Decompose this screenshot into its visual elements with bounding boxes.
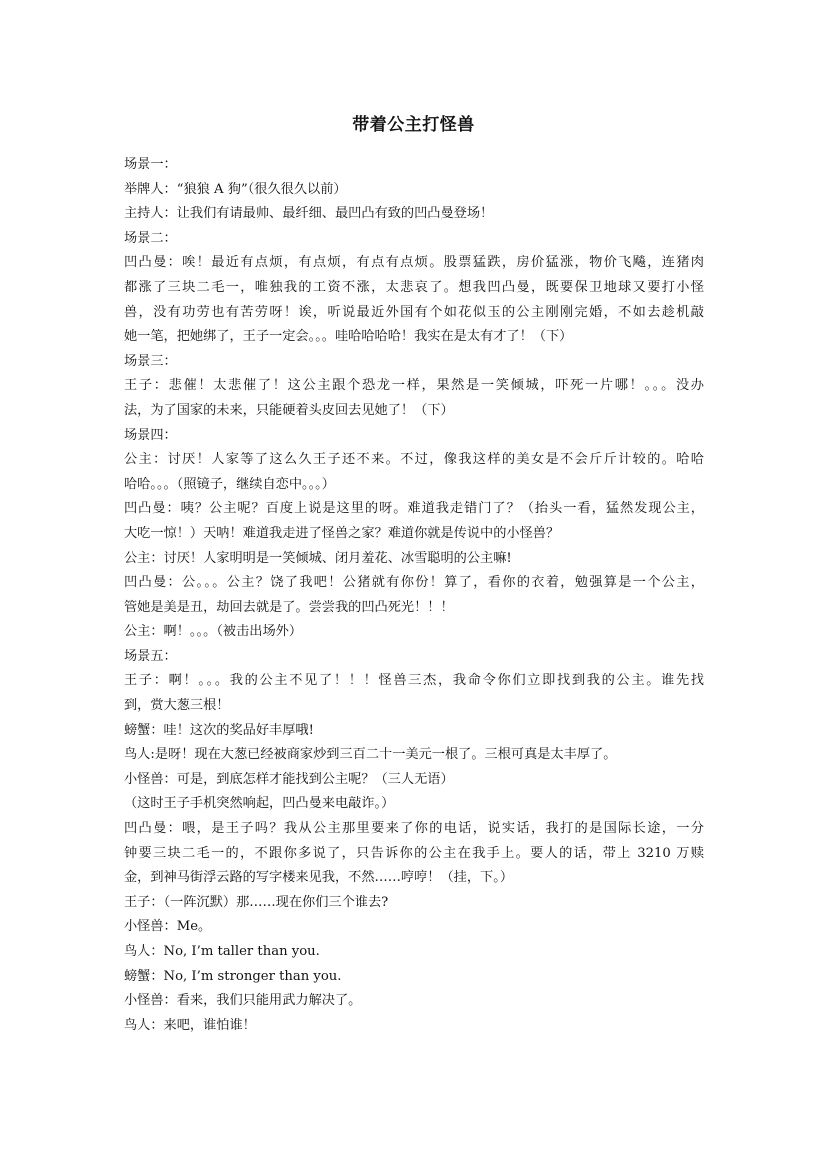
script-line: 主持人：让我们有请最帅、最纤细、最凹凸有致的凹凸曼登场！ [124, 206, 494, 222]
script-line: 公主：啊！。。。（被击出场外） [124, 624, 303, 640]
script-line: 场景四： [124, 427, 177, 443]
script-line: 金，到神马街浮云路的写字楼来见我，不然……哼哼！（挂，下。） [124, 870, 514, 886]
script-line: 哈哈。。。（照镜子，继续自恋中。。。） [124, 476, 335, 492]
script-line: 小怪兽：看来，我们只能用武力解决了。 [124, 993, 362, 1009]
script-body [124, 153, 704, 1038]
script-line: 兽，没有功劳也有苦劳呀！诶，听说最近外国有个如花似玉的公主刚刚完婚，不如去趁机敲 [124, 304, 704, 320]
script-line: 场景二： [124, 230, 177, 246]
script-line: 凹凸曼：咦？公主呢？百度上说是这里的呀。难道我走错门了？（抬头一看，猛然发现公主， [124, 501, 704, 517]
script-line: 凹凸曼：唉！最近有点烦，有点烦，有点有点烦。股票猛跌，房价猛涨，物价飞飚，连猪肉 [124, 255, 704, 271]
script-line: （这时王子手机突然响起，凹凸曼来电敲诈。） [124, 796, 395, 812]
script-line: 王子：（一阵沉默）那……现在你们三个谁去? [124, 894, 389, 910]
script-line: 公主：讨厌！人家明明是一笑倾城、闭月羞花、冰雪聪明的公主嘛! [124, 550, 512, 566]
script-line: 小怪兽：Me。 [124, 919, 212, 935]
script-line: 举牌人：“狼狼 A 狗”（很久很久以前） [124, 181, 347, 197]
script-line: 鸟人:是呀！现在大葱已经被商家炒到三百二十一美元一根了。三根可真是太丰厚了。 [124, 747, 617, 763]
script-line: 场景三： [124, 353, 177, 369]
script-line: 场景一： [124, 157, 177, 172]
script-line: 管她是美是丑，劫回去就是了。尝尝我的凹凸死光！！！ [124, 599, 454, 615]
script-line: 都涨了三块二毛一，唯独我的工资不涨，太悲哀了。想我凹凸曼，既要保卫地球又要打小怪 [124, 279, 704, 295]
script-line: 法，为了国家的未来，只能硬着头皮回去见她了！（下） [124, 402, 454, 418]
script-line: 大吃一惊！）天呐！难道我走进了怪兽之家？难道你就是传说中的小怪兽？ [124, 525, 560, 541]
script-line: 鸟人：No, I’m taller than you. [124, 944, 320, 959]
script-line: 公主：讨厌！人家等了这么久王子还不来。不过，像我这样的美女是不会斤斤计较的。哈哈 [124, 452, 704, 468]
page-title: 带着公主打怪兽 [352, 115, 475, 135]
script-line: 王子：啊！。。。我的公主不见了！！！怪兽三杰，我命令你们立即找到我的公主。谁先找 [124, 673, 704, 689]
script-line: 钟要三块二毛一的，不跟你多说了，只告诉你的公主在我手上。要人的话，带上 3210 万赎 [124, 845, 704, 861]
script-line: 小怪兽：可是，到底怎样才能找到公主呢？（三人无语） [124, 771, 454, 787]
script-line: 鸟人：来吧，谁怕谁！ [124, 1017, 256, 1033]
script-line: 凹凸曼：喂，是王子吗？我从公主那里要来了你的电话，说实话，我打的是国际长途，一分 [124, 821, 704, 837]
script-line: 王子：悲催！太悲催了！这公主跟个恐龙一样，果然是一笑倾城，吓死一片哪！。。。没办 [124, 378, 704, 394]
script-line: 螃蟹：哇！这次的奖品好丰厚哦! [124, 722, 314, 738]
script-line: 凹凸曼：公。。。公主？饶了我吧！公猪就有你份！算了，看你的衣着，勉强算是一个公主， [124, 575, 704, 591]
script-line: 螃蟹：No, I’m stronger than you. [124, 968, 342, 984]
script-line: 她一笔，把她绑了，王子一定会。。。哇哈哈哈哈！我实在是太有才了！（下） [124, 329, 573, 345]
script-line: 场景五： [124, 648, 177, 664]
script-line: 到，赏大葱三根！ [124, 698, 230, 714]
